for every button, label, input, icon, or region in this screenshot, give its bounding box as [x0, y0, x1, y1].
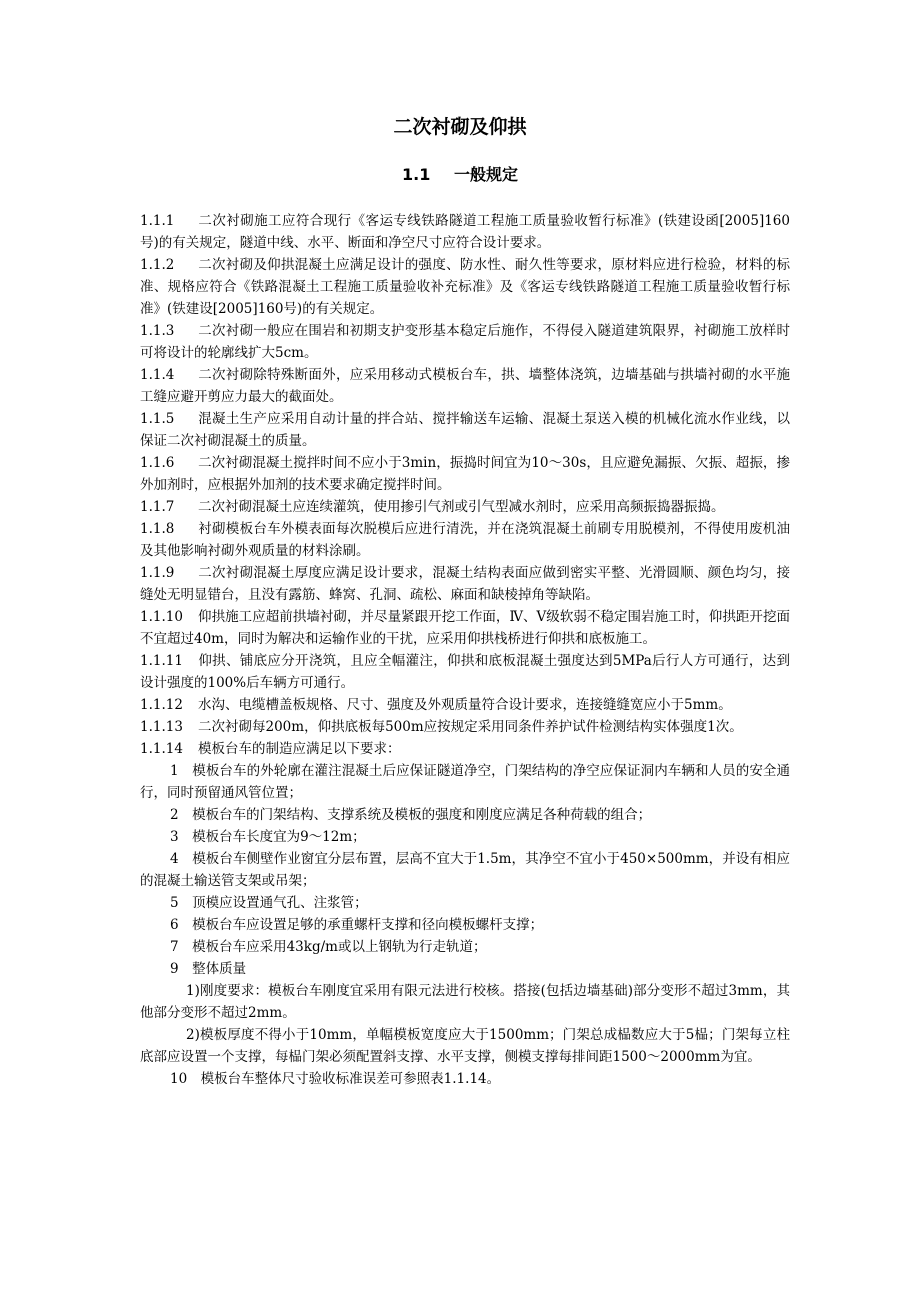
sub-item: 1)刚度要求：模板台车刚度宜采用有限元法进行校核。搭接(包括边墙基础)部分变形不超过3mm，其他部分变形不超过2mm。 [140, 983, 790, 1021]
document-body [140, 210, 790, 1090]
clause-number: 1.1.7 [140, 499, 175, 515]
list-item-final: 10 模板台车整体尺寸验收标准误差可参照表1.1.14。 [170, 1071, 501, 1087]
clause-number: 1.1.2 [140, 257, 175, 273]
clause-text: 二次衬砌除特殊断面外，应采用移动式模板台车，拱、墙整体浇筑，边墙基础与拱墙衬砌的水平施工缝应避开剪应力最大的截面处。 [140, 367, 790, 405]
page-title: 二次衬砌及仰拱 [393, 116, 527, 138]
clause-paragraph [140, 694, 790, 716]
clause-number: 1.1.11 [140, 653, 183, 669]
clause-number: 1.1.12 [140, 697, 183, 713]
clause-paragraph [140, 606, 790, 650]
clause-text: 二次衬砌每200m，仰拱底板每500m应按规定采用同条件养护试件检测结构实体强度1次。 [198, 719, 743, 735]
clause-text: 混凝土生产应采用自动计量的拌合站、搅拌输送车运输、混凝土泵送入模的机械化流水作业线，以保证二次衬砌混凝土的质量。 [140, 411, 790, 449]
clause-paragraph [140, 716, 790, 738]
clause-paragraph [140, 210, 790, 254]
clause-number: 1.1.5 [140, 411, 175, 427]
clause-paragraph [140, 518, 790, 562]
clause-paragraph [140, 496, 790, 518]
list-item: 3 模板台车长度宜为9～12m； [170, 829, 366, 845]
list-item: 7 模板台车应采用43kg/m或以上钢轨为行走轨道； [170, 939, 487, 955]
clause-text: 模板台车的制造应满足以下要求： [198, 741, 401, 757]
list-item: 1 模板台车的外轮廓在灌注混凝土后应保证隧道净空，门架结构的净空应保证洞内车辆和人员的安全通行，同时预留通风管位置； [140, 763, 790, 801]
clause-paragraph [140, 452, 790, 496]
clause-text: 二次衬砌混凝土搅拌时间不应小于3min，振捣时间宜为10～30s，且应避免漏振、欠振、超振，掺外加剂时，应根据外加剂的技术要求确定搅拌时间。 [140, 455, 790, 493]
clause-text: 二次衬砌混凝土厚度应满足设计要求，混凝土结构表面应做到密实平整、光滑圆顺、颜色均匀，接缝处无明显错台，且没有露筋、蜂窝、孔洞、疏松、麻面和缺棱掉角等缺陷。 [140, 565, 790, 603]
clause-text: 仰拱、铺底应分开浇筑，且应全幅灌注，仰拱和底板混凝土强度达到5MPa后行人方可通行，达到设计强度的100%后车辆方可通行。 [140, 653, 790, 691]
clause-text: 水沟、电缆槽盖板规格、尺寸、强度及外观质量符合设计要求，连接缝缝宽应小于5mm。 [198, 697, 732, 713]
list-item: 2 模板台车的门架结构、支撑系统及模板的强度和刚度应满足各种荷载的组合； [170, 807, 652, 823]
clause-paragraph [140, 408, 790, 452]
clause-paragraph [140, 320, 790, 364]
clause-text: 二次衬砌及仰拱混凝土应满足设计的强度、防水性、耐久性等要求，原材料应进行检验，材料的标准、规格应符合《铁路混凝土工程施工质量验收补充标准》及《客运专线铁路隧道工程施工质量验收暂行标准》(铁建设[2005]160号)的有关规定。 [140, 257, 790, 317]
clause-number: 1.1.10 [140, 609, 183, 625]
sub-item: 2)模板厚度不得小于10mm，单幅模板宽度应大于1500mm；门架总成榀数应大于5榀；门架每立柱底部应设置一个支撑，每榀门架必须配置斜支撑、水平支撑，侧模支撑每排间距1500～2000mm为宜。 [140, 1027, 790, 1065]
clause-text: 二次衬砌一般应在围岩和初期支护变形基本稳定后施作，不得侵入隧道建筑限界，衬砌施工放样时可将设计的轮廓线扩大5cm。 [140, 323, 790, 361]
clause-number: 1.1.8 [140, 521, 175, 537]
clause-paragraph [140, 364, 790, 408]
list-item: 6 模板台车应设置足够的承重螺杆支撑和径向模板螺杆支撑； [170, 917, 544, 933]
clause-number: 1.1.4 [140, 367, 175, 383]
clause-paragraph [140, 254, 790, 320]
list-item: 5 顶模应设置通气孔、注浆管； [170, 895, 368, 911]
clause-number: 1.1.13 [140, 719, 183, 735]
clause-paragraph [140, 562, 790, 606]
clause-text: 衬砌模板台车外模表面每次脱模后应进行清洗，并在浇筑混凝土前刷专用脱模剂，不得使用废机油及其他影响衬砌外观质量的材料涂刷。 [140, 521, 790, 559]
clause-number: 1.1.3 [140, 323, 175, 339]
section-heading: 1.1 一般规定 [402, 165, 518, 184]
clause-text: 二次衬砌混凝土应连续灌筑，使用掺引气剂或引气型减水剂时，应采用高频振捣器振捣。 [198, 499, 725, 515]
clause-text: 二次衬砌施工应符合现行《客运专线铁路隧道工程施工质量验收暂行标准》(铁建设函[2005]160号)的有关规定，隧道中线、水平、断面和净空尺寸应符合设计要求。 [140, 213, 790, 251]
clause-paragraph [140, 650, 790, 694]
list-item: 4 模板台车侧壁作业窗宜分层布置，层高不宜大于1.5m，其净空不宜小于450×500mm，并设有相应的混凝土输送管支架或吊架； [140, 851, 790, 889]
clause-number: 1.1.9 [140, 565, 175, 581]
clause-number: 1.1.1 [140, 213, 175, 229]
clause-paragraph [140, 738, 790, 760]
clause-number: 1.1.6 [140, 455, 175, 471]
clause-text: 仰拱施工应超前拱墙衬砌，并尽量紧跟开挖工作面，Ⅳ、Ⅴ级软弱不稳定围岩施工时，仰拱距开挖面不宜超过40m，同时为解决和运输作业的干扰，应采用仰拱栈桥进行仰拱和底板施工。 [140, 609, 790, 647]
list-item: 9 整体质量 [170, 961, 247, 977]
clause-number: 1.1.14 [140, 741, 183, 757]
